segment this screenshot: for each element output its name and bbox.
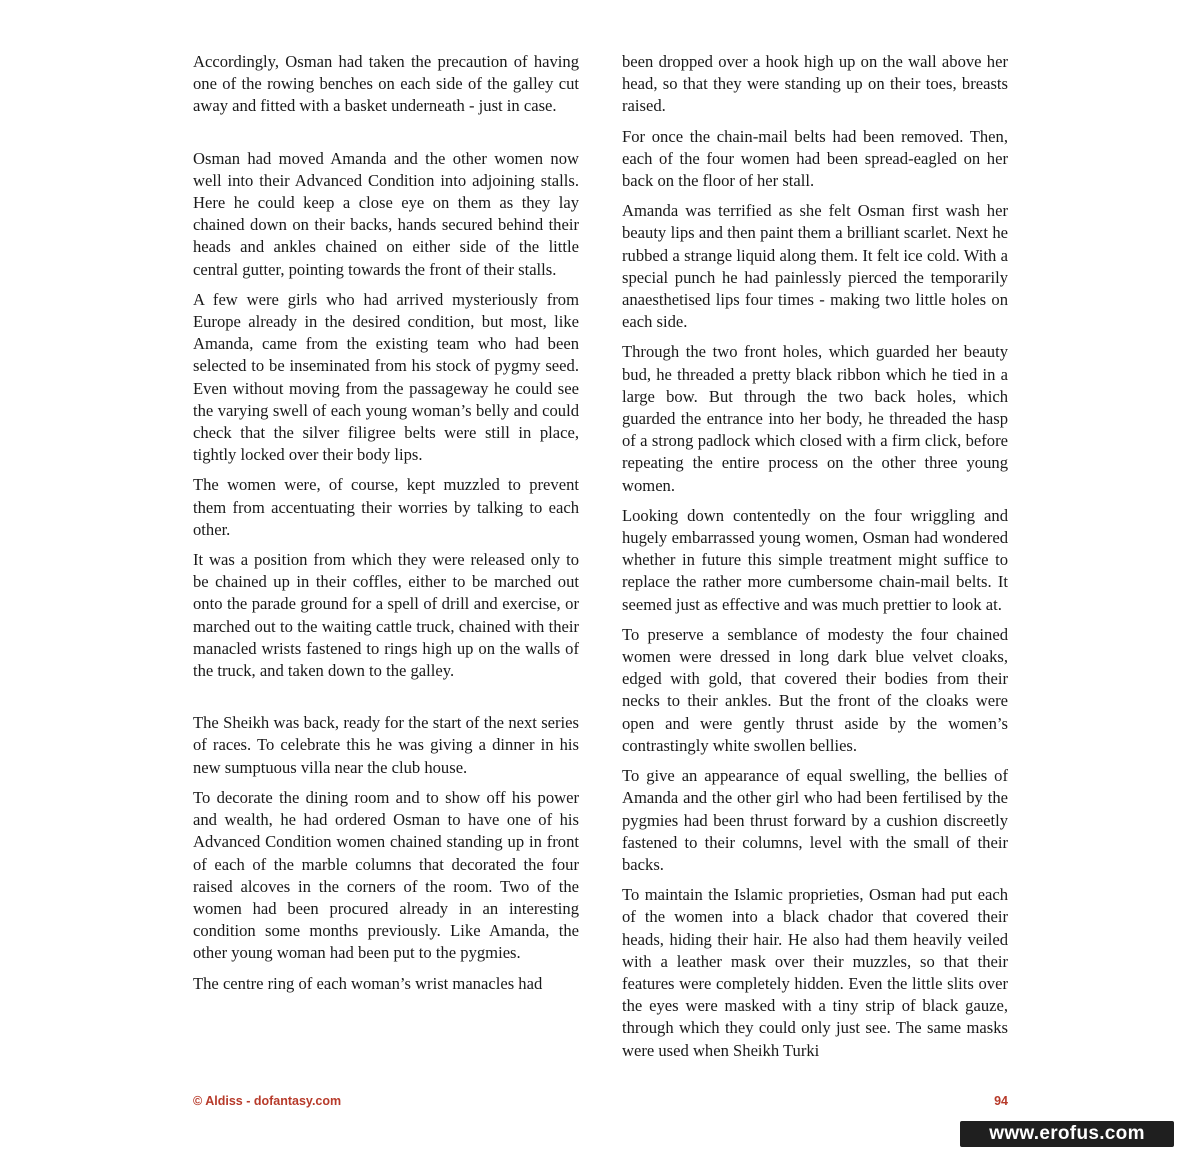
paragraph: For once the chain-mail belts had been removed. Then, each of the four women had been spread-eagled on her back on the floor of her stall. xyxy=(622,126,1008,191)
paragraph: Osman had moved Amanda and the other women now well into their Advanced Condition into adjoining stalls. Here he could keep a close eye on them as they lay chained down on their backs, hands secured behind their heads and ankles chained on either side of the little central gutter, pointing towards the front of their stalls. xyxy=(193,148,579,279)
left-column xyxy=(193,51,579,1003)
paragraph: Accordingly, Osman had taken the precaution of having one of the rowing benches on each side of the galley cut away and fitted with a basket underneath - just in case. xyxy=(193,52,579,116)
paragraph: To give an appearance of equal swelling, the bellies of Amanda and the other girl who had been fertilised by the pygmies had been thrust forward by a cushion discreetly fastened to their columns, level with the small of their backs. xyxy=(622,766,1008,874)
paragraph: Through the two front holes, which guarded her beauty bud, he threaded a pretty black ribbon which he tied in a large bow. But through the two back holes, which guarded the entrance into her body, he threaded the hasp of a strong padlock which closed with a firm click, before repeating the entire process on the other three young women. xyxy=(622,342,1008,495)
right-column xyxy=(622,51,1008,1070)
paragraph: To maintain the Islamic proprieties, Osman had put each of the women into a black chador that covered their heads, hiding their hair. He also had them heavily veiled with a leather mask over their muzzles, so that their features were completely hidden. Even the little slits over the eyes were masked with a tiny strip of black gauze, through which they could only just see. The same masks were used when Sheikh Turki xyxy=(622,885,1008,1060)
paragraph: The centre ring of each woman’s wrist manacles had xyxy=(193,973,543,993)
paragraph: It was a position from which they were released only to be chained up in their coffles, either to be marched out onto the parade ground for a spell of drill and exercise, or marched out to the waiting cattle truck, chained with their manacled wrists fastened to rings high up on the walls of the truck, and taken down to the galley. xyxy=(193,550,579,681)
paragraph: The Sheikh was back, ready for the start of the next series of races. To celebrate this he was giving a dinner in his new sumptuous villa near the club house. xyxy=(193,713,579,777)
paragraph: A few were girls who had arrived mysteriously from Europe already in the desired condition, but most, like Amanda, came from the existing team who had been selected to be inseminated from his stock of pygmy seed. Even without moving from the passageway he could see the varying swell of each young woman’s belly and could check that the silver filigree belts were still in place, tightly locked over their body lips. xyxy=(193,289,579,465)
paragraph: Looking down contentedly on the four wriggling and hugely embarrassed young women, Osman had wondered whether in future this simple treatment might suffice to replace the rather more cumbersome chain-mail belts. It seemed just as effective and was much prettier to look at. xyxy=(622,505,1008,614)
paragraph: The women were, of course, kept muzzled to prevent them from accentuating their worries by talking to each other. xyxy=(193,475,579,539)
site-watermark: www.erofus.com xyxy=(960,1121,1174,1147)
paragraph: To preserve a semblance of modesty the four chained women were dressed in long dark blue velvet cloaks, edged with gold, that covered their bodies from their necks to their ankles. But the front of the cloaks were open and were gently thrust aside by the women’s contrastingly white swollen bellies. xyxy=(622,624,1008,755)
paragraph: been dropped over a hook high up on the wall above her head, so that they were standing up on their toes, breasts raised. xyxy=(622,52,1008,116)
page-number: 94 xyxy=(994,1094,1008,1108)
paragraph: Amanda was terrified as she felt Osman first wash her beauty lips and then paint them a brilliant scarlet. Next he rubbed a strange liquid along them. It felt ice cold. With a special punch he had painlessly pierced the temporarily anaesthetised lips four times - making two little holes on each side. xyxy=(622,201,1008,332)
paragraph: To decorate the dining room and to show off his power and wealth, he had ordered Osman to have one of his Advanced Condition women chained standing up in front of each of the marble columns that decorated the four raised alcoves in the corners of the room. Two of the women had been procured already in an interesting condition some months previously. Like Amanda, the other young woman had been put to the pygmies. xyxy=(193,787,579,963)
footer-credit: © Aldiss - dofantasy.com xyxy=(193,1094,342,1108)
